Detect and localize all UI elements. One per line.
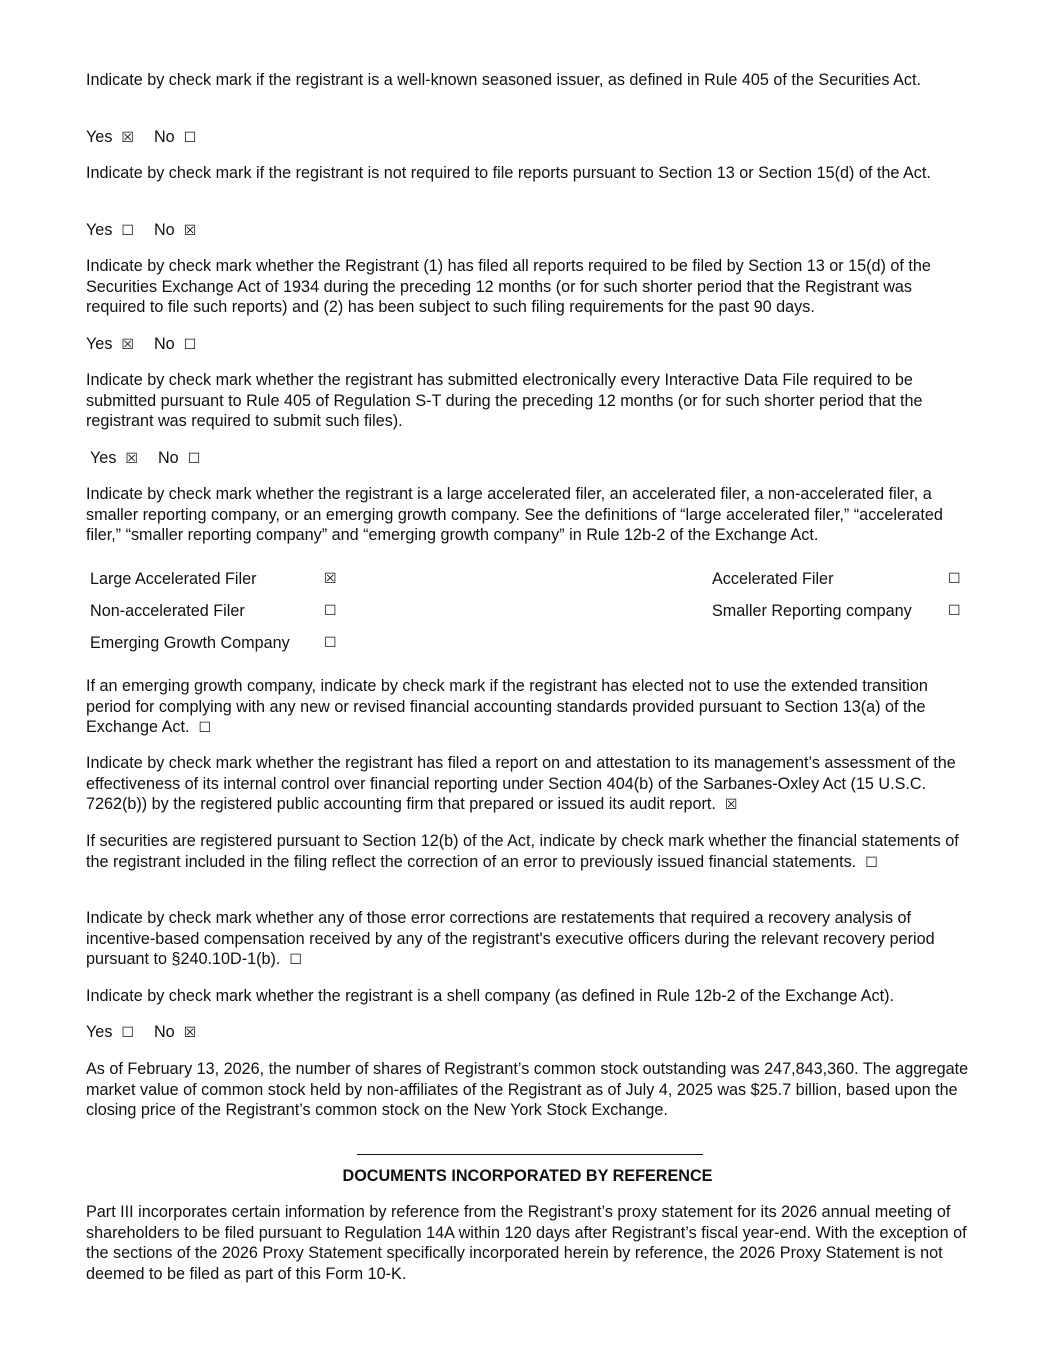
large-accelerated-filer-checkbox[interactable]: ☒ <box>324 571 337 587</box>
interactive-data-no-checkbox[interactable]: ☐ <box>187 451 201 467</box>
accelerated-filer-label: Accelerated Filer <box>712 570 834 588</box>
error-correction-text: If securities are registered pursuant to Section 12(b) of the Act, indicate by check mark whether the financial statements of the registrant included in the filing reflect the correction of an error to previously issued financial statements. <box>86 832 959 871</box>
wksi-yes-checkbox[interactable]: ☒ <box>121 130 134 146</box>
egc-transition-checkbox[interactable]: ☐ <box>198 720 212 737</box>
yes-label: Yes <box>86 128 113 146</box>
non-accelerated-filer-checkbox[interactable]: ☐ <box>324 603 337 619</box>
smaller-reporting-company-checkbox[interactable]: ☐ <box>948 603 961 619</box>
yes-label: Yes <box>90 449 117 467</box>
wksi-no-checkbox[interactable]: ☐ <box>183 130 197 146</box>
yes-label: Yes <box>86 221 113 239</box>
egc-transition-question <box>86 676 971 739</box>
no-label: No <box>153 128 175 146</box>
interactive-data-yes-checkbox[interactable]: ☒ <box>125 451 138 467</box>
wksi-answer <box>86 127 196 149</box>
documents-incorporated-text: Part III incorporates certain information by reference from the Registrant’s proxy statement for its 2026 annual meeting of shareholders to be filed pursuant to Regulation 14A within 120 days after Registrant’s fiscal year-end. With the exception of the sections of the 2026 Proxy Statement specifically incorporated herein by reference, the 2026 Proxy Statement is not deemed to be filed as part of this Form 10-K. <box>86 1203 967 1284</box>
not-required-answer <box>86 220 196 242</box>
icfr-attestation-checkbox[interactable]: ☒ <box>724 797 738 814</box>
shares-outstanding-statement: As of February 13, 2026, the number of shares of Registrant’s common stock outstanding was 247,843,360. The aggregate market value of common stock held by non-affiliates of the Registrant as of July 4, 2025 was $25.7 billion, based upon the closing price of the Registrant’s common stock on the New York Stock Exchange. <box>86 1060 969 1120</box>
accelerated-filer-checkbox[interactable]: ☐ <box>948 571 961 587</box>
filed-reports-answer <box>86 334 196 356</box>
yes-label: Yes <box>86 1023 113 1041</box>
large-accelerated-filer-label: Large Accelerated Filer <box>90 570 257 588</box>
interactive-data-question: Indicate by check mark whether the registrant has submitted electronically every Interactive Data File required to be submitted pursuant to Rule 405 of Regulation S-T during the preceding 12 months (or for such shorter period that the registrant was required to submit such files). <box>86 371 923 431</box>
smaller-reporting-company-label: Smaller Reporting company <box>712 602 912 620</box>
yes-label: Yes <box>86 335 113 353</box>
no-label: No <box>157 449 179 467</box>
emerging-growth-company-label: Emerging Growth Company <box>90 634 290 652</box>
non-accelerated-filer-label: Non-accelerated Filer <box>90 602 245 620</box>
interactive-data-answer <box>90 448 200 470</box>
egc-transition-text: If an emerging growth company, indicate by check mark if the registrant has elected not to use the extended transition period for complying with any new or revised financial accounting standards provided pursuant to Section 13(a) of the Exchange Act. <box>86 677 928 737</box>
shell-company-question: Indicate by check mark whether the registrant is a shell company (as defined in Rule 12b-2 of the Exchange Act). <box>86 987 895 1005</box>
no-label: No <box>153 221 175 239</box>
icfr-attestation-text: Indicate by check mark whether the registrant has filed a report on and attestation to its management’s assessment of the effectiveness of its internal control over financial reporting under Section 404(b) of the Sarbanes-Oxley Act (15 U.S.C. 7262(b)) by the registered public accounting firm that prepared or issued its audit report. <box>86 754 956 814</box>
not-required-yes-checkbox[interactable]: ☐ <box>121 223 134 239</box>
filer-status-question: Indicate by check mark whether the registrant is a large accelerated filer, an accelerated filer, a non-accelerated filer, a smaller reporting company, or an emerging growth company. See the definitions of “large accelerated filer,” “accelerated filer,” “smaller reporting company” and “emerging growth company” in Rule 12b-2 of the Exchange Act. <box>86 485 943 545</box>
shell-company-answer <box>86 1022 196 1044</box>
emerging-growth-company-checkbox[interactable]: ☐ <box>324 635 337 651</box>
restatement-recovery-question <box>86 908 971 971</box>
section-divider <box>357 1154 703 1155</box>
filed-reports-question: Indicate by check mark whether the Registrant (1) has filed all reports required to be filed by Section 13 or 15(d) of the Securities Exchange Act of 1934 during the preceding 12 months (or for such shorter period that the Registrant was required to file such reports) and (2) has been subject to such filing requirements for the past 90 days. <box>86 257 931 317</box>
no-label: No <box>153 1023 175 1041</box>
no-label: No <box>153 335 175 353</box>
icfr-attestation-question <box>86 753 971 816</box>
documents-incorporated-heading: DOCUMENTS INCORPORATED BY REFERENCE <box>342 1167 713 1185</box>
filed-reports-yes-checkbox[interactable]: ☒ <box>121 337 134 353</box>
error-correction-question <box>86 831 971 873</box>
not-required-question: Indicate by check mark if the registrant is not required to file reports pursuant to Section 13 or Section 15(d) of the Act. <box>86 164 931 182</box>
error-correction-checkbox[interactable]: ☐ <box>865 854 878 871</box>
wksi-question: Indicate by check mark if the registrant is a well-known seasoned issuer, as defined in Rule 405 of the Securities Act. <box>86 71 921 89</box>
restatement-recovery-checkbox[interactable]: ☐ <box>289 952 302 969</box>
shell-company-no-checkbox[interactable]: ☒ <box>183 1025 197 1041</box>
not-required-no-checkbox[interactable]: ☒ <box>183 223 197 239</box>
restatement-recovery-text: Indicate by check mark whether any of those error corrections are restatements that required a recovery analysis of incentive-based compensation received by any of the registrant's executive officers during the relevant recovery period pursuant to §240.10D-1(b). <box>86 909 935 969</box>
shell-company-yes-checkbox[interactable]: ☐ <box>121 1025 134 1041</box>
filed-reports-no-checkbox[interactable]: ☐ <box>183 337 197 353</box>
